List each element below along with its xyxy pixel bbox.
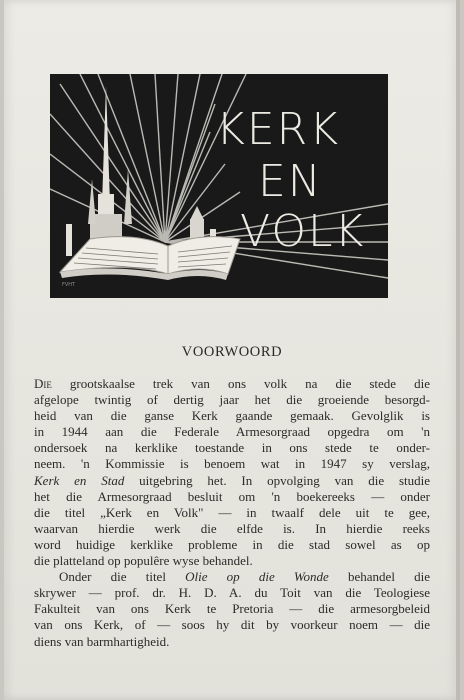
text-segment: uitgebring het. In opvolging van die studie	[124, 472, 430, 488]
text-line: diens van barmhartigheid.	[34, 633, 170, 649]
text-segment: behandel die	[328, 569, 430, 585]
text-line	[34, 473, 430, 489]
text-line: neem. 'n Kommissie is benoem wat in 1947 sy verslag,	[34, 456, 430, 472]
text-segment: Onder die titel	[59, 569, 186, 585]
banner-title-en: EN	[258, 156, 323, 207]
banner-title-kerk: KERK	[216, 104, 341, 155]
text-line	[34, 376, 430, 392]
drop-word: Die	[34, 376, 52, 391]
text-line	[34, 569, 430, 585]
open-book	[60, 237, 240, 280]
foreword-paragraph-2	[34, 569, 430, 649]
text-line: het die Armesorgraad besluit om 'n boekereeks — onder	[34, 488, 430, 504]
text-line: Fakulteit van ons Kerk te Pretoria — die armesorgbeleid	[34, 601, 430, 617]
text-segment: grootskaalse trek van ons volk na die stede die	[51, 376, 430, 391]
title-banner	[50, 74, 388, 298]
text-line: van ons Kerk, of — soos hy dit by voorkeur noem — die	[34, 617, 430, 633]
text-line: word huidige kerklike probleme in die stad sowel as op	[34, 536, 430, 552]
italic-title: Kerk en Stad	[34, 472, 125, 488]
italic-title: Olie op die Wonde	[185, 569, 329, 585]
text-line: die titel „Kerk en Volk" — in twaalf dele uit te gee,	[34, 504, 430, 520]
banner-title-volk: VOLK	[240, 206, 366, 257]
foreword-body	[34, 376, 430, 650]
text-line: skrywer — prof. dr. H. D. A. du Toit van die Teologiese	[34, 585, 430, 601]
text-line: afgelope twintig of dertig jaar het die groeiende besorgd-	[34, 392, 430, 408]
text-line: in 1944 aan die Federale Armesorgraad opgedra om 'n	[34, 424, 430, 440]
text-line: die platteland op populêre wyse behandel.	[34, 553, 253, 569]
text-line: heid van die ganse Kerk gaande gemaak. Gevolglik is	[34, 408, 430, 424]
text-line: waarvan hierdie werk die elfde is. In hierdie reeks	[34, 520, 430, 536]
artist-signature: FVHT	[62, 282, 76, 288]
page-edge	[456, 0, 460, 700]
foreword-paragraph-1	[34, 376, 430, 569]
section-heading: VOORWOORD	[181, 344, 283, 360]
text-line: ondersoek na kerklike toestande in ons stede te onder-	[34, 440, 430, 456]
page	[4, 0, 460, 700]
